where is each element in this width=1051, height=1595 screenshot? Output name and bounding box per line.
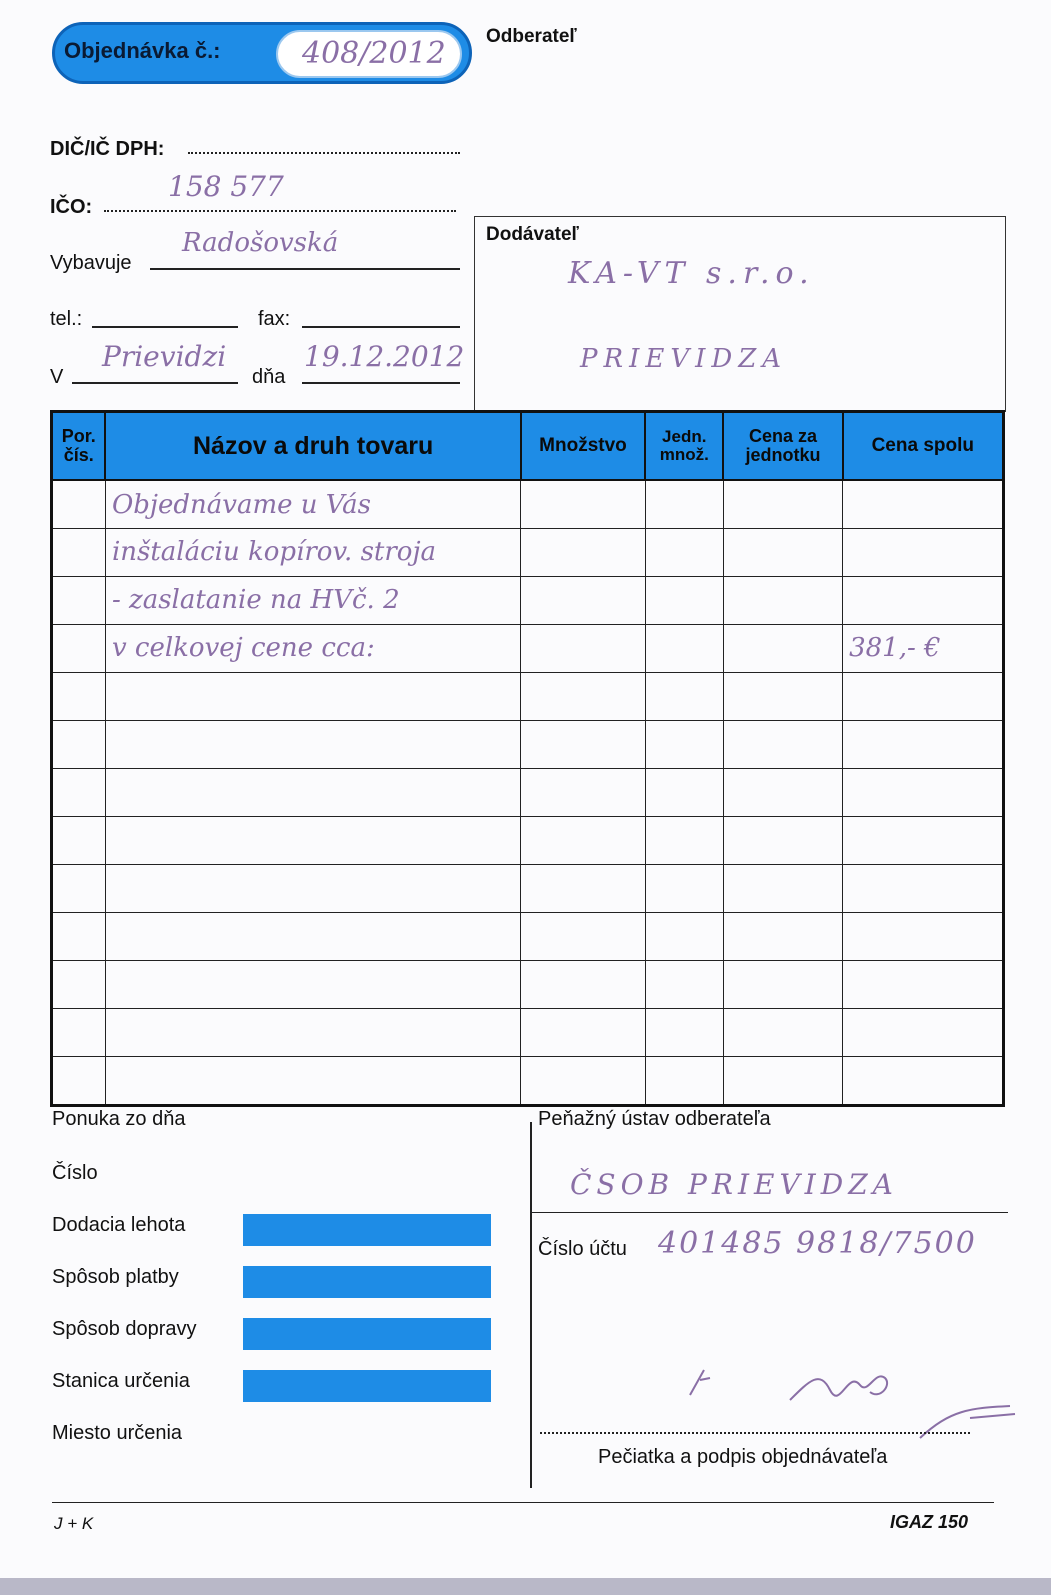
cell-unit-price[interactable] (723, 480, 842, 529)
cell-unit[interactable] (645, 624, 723, 672)
cell-unit[interactable] (645, 480, 723, 529)
cell-total[interactable] (843, 1056, 1004, 1105)
cell-no[interactable] (52, 672, 106, 720)
supplier-heading: Dodávateľ (486, 224, 579, 245)
cell-total[interactable]: 381,- € (843, 624, 1004, 672)
table-row (52, 624, 1004, 672)
cell-name[interactable]: Objednávame u Vás (105, 480, 520, 529)
cell-name[interactable] (105, 1008, 520, 1056)
table-row (52, 912, 1004, 960)
cell-unit-price[interactable] (723, 624, 842, 672)
cell-total[interactable] (843, 672, 1004, 720)
table-row (52, 576, 1004, 624)
cell-no[interactable] (52, 912, 106, 960)
vat-id-field[interactable] (188, 148, 460, 154)
cell-unit-price[interactable] (723, 529, 842, 577)
col-header-name: Názov a druh tovaru (105, 412, 520, 481)
section-divider (530, 1122, 532, 1488)
cell-name[interactable] (105, 720, 520, 768)
cell-unit[interactable] (645, 960, 723, 1008)
table-row (52, 480, 1004, 529)
bank-field-line (530, 1212, 1008, 1213)
col-header-no: Por. čís. (52, 412, 106, 481)
transport-method-label: Spôsob dopravy (52, 1318, 197, 1340)
supplier-name: KA-VT s.r.o. (568, 256, 815, 291)
cell-unit[interactable] (645, 816, 723, 864)
vat-id-label: DIČ/IČ DPH: (50, 138, 165, 160)
scan-edge (0, 1578, 1051, 1595)
cell-name[interactable] (105, 768, 520, 816)
cell-unit-price[interactable] (723, 816, 842, 864)
cell-name[interactable]: inštaláciu kopírov. stroja (105, 529, 520, 577)
cell-qty[interactable] (521, 720, 645, 768)
cell-no[interactable] (52, 1056, 106, 1105)
cell-no[interactable] (52, 624, 106, 672)
place-value: Prievidzi (102, 340, 227, 373)
account-label: Číslo účtu (538, 1238, 627, 1260)
cell-name[interactable] (105, 816, 520, 864)
payment-method-label: Spôsob platby (52, 1266, 179, 1288)
cell-unit[interactable] (645, 912, 723, 960)
cell-no[interactable] (52, 960, 106, 1008)
cell-unit-price[interactable] (723, 960, 842, 1008)
col-header-unit: Jedn. množ. (645, 412, 723, 481)
destination-place-label: Miesto určenia (52, 1422, 183, 1444)
cell-unit-price[interactable] (723, 864, 842, 912)
place-field[interactable] (72, 380, 238, 384)
delivery-term-label: Dodacia lehota (52, 1214, 186, 1236)
cell-total[interactable] (843, 912, 1004, 960)
cell-name[interactable] (105, 912, 520, 960)
place-label: V (50, 366, 64, 388)
cell-name[interactable] (105, 960, 520, 1008)
destination-station-field[interactable] (243, 1370, 491, 1402)
handled-by-field[interactable] (150, 266, 460, 270)
signature-field[interactable] (540, 1432, 970, 1434)
cell-qty[interactable] (521, 960, 645, 1008)
footer-publisher: J + K (54, 1514, 94, 1533)
cell-unit[interactable] (645, 672, 723, 720)
table-row (52, 960, 1004, 1008)
table-row (52, 1008, 1004, 1056)
fax-field[interactable] (302, 324, 460, 328)
fax-label: fax: (258, 308, 291, 330)
table-header-row (52, 412, 1004, 481)
cell-qty[interactable] (521, 768, 645, 816)
cell-total[interactable] (843, 576, 1004, 624)
table-row (52, 672, 1004, 720)
table-row (52, 864, 1004, 912)
cell-total[interactable] (843, 720, 1004, 768)
transport-method-field[interactable] (243, 1318, 491, 1350)
cell-unit[interactable] (645, 1008, 723, 1056)
cell-total[interactable] (843, 480, 1004, 529)
table-row (52, 529, 1004, 577)
supplier-city: PRIEVIDZA (580, 344, 788, 374)
bank-label: Peňažný ústav odberateľa (538, 1108, 771, 1130)
cell-name[interactable] (105, 672, 520, 720)
cell-unit[interactable] (645, 768, 723, 816)
col-header-total: Cena spolu (843, 412, 1004, 481)
order-number-label: Objednávka č.: (64, 38, 221, 63)
table-row (52, 816, 1004, 864)
cell-total[interactable] (843, 816, 1004, 864)
table-row (52, 720, 1004, 768)
cell-no[interactable] (52, 864, 106, 912)
ico-label: IČO: (50, 196, 93, 218)
cell-no[interactable] (52, 529, 106, 577)
cell-unit-price[interactable] (723, 576, 842, 624)
footer-rule (52, 1502, 994, 1503)
ico-value: 158 577 (168, 170, 284, 203)
order-items-table (50, 410, 1005, 1107)
cell-qty[interactable] (521, 1008, 645, 1056)
cell-qty[interactable] (521, 576, 645, 624)
cell-no[interactable] (52, 1008, 106, 1056)
cell-qty[interactable] (521, 480, 645, 529)
signature-label: Pečiatka a podpis objednávateľa (598, 1446, 888, 1468)
table-row (52, 1056, 1004, 1105)
payment-method-field[interactable] (243, 1266, 491, 1298)
cell-unit[interactable] (645, 529, 723, 577)
date-value: 19.12.2012 (304, 340, 465, 373)
date-field[interactable] (302, 380, 460, 384)
cell-unit-price[interactable] (723, 672, 842, 720)
cell-unit-price[interactable] (723, 720, 842, 768)
cell-unit-price[interactable] (723, 1056, 842, 1105)
cell-qty[interactable] (521, 864, 645, 912)
cell-unit[interactable] (645, 864, 723, 912)
cell-name[interactable] (105, 1056, 520, 1105)
col-header-unit-price: Cena za jednotku (723, 412, 842, 481)
cell-total[interactable] (843, 1008, 1004, 1056)
cell-no[interactable] (52, 480, 106, 529)
footer-form-code: IGAZ 150 (890, 1512, 969, 1532)
cell-qty[interactable] (521, 672, 645, 720)
cell-total[interactable] (843, 960, 1004, 1008)
cell-qty[interactable] (521, 624, 645, 672)
cell-qty[interactable] (521, 912, 645, 960)
cell-unit[interactable] (645, 720, 723, 768)
handled-by-value: Radošovská (182, 228, 339, 258)
cell-qty[interactable] (521, 1056, 645, 1105)
cell-unit-price[interactable] (723, 1008, 842, 1056)
cell-qty[interactable] (521, 816, 645, 864)
ico-field[interactable] (104, 206, 456, 212)
cell-unit[interactable] (645, 1056, 723, 1105)
date-label: dňa (252, 366, 286, 388)
tel-label: tel.: (50, 308, 83, 330)
cell-unit[interactable] (645, 576, 723, 624)
col-header-qty: Množstvo (521, 412, 645, 481)
cell-unit-price[interactable] (723, 912, 842, 960)
cell-no[interactable] (52, 576, 106, 624)
offer-date-label: Ponuka zo dňa (52, 1108, 186, 1130)
cell-name[interactable]: - zaslatanie na HVč. 2 (105, 576, 520, 624)
cell-name[interactable] (105, 864, 520, 912)
cell-name[interactable]: v celkovej cene cca: (105, 624, 520, 672)
cell-no[interactable] (52, 816, 106, 864)
order-number-value: 408/2012 (302, 36, 446, 71)
cell-total[interactable] (843, 768, 1004, 816)
cell-total[interactable] (843, 529, 1004, 577)
destination-station-label: Stanica určenia (52, 1370, 190, 1392)
table-row (52, 768, 1004, 816)
delivery-term-field[interactable] (243, 1214, 491, 1246)
cell-unit-price[interactable] (723, 768, 842, 816)
cell-total[interactable] (843, 864, 1004, 912)
handled-by-label: Vybavuje (50, 252, 132, 274)
bank-value: ČSOB PRIEVIDZA (570, 1168, 898, 1201)
customer-heading: Odberateľ (486, 26, 577, 47)
cell-no[interactable] (52, 720, 106, 768)
account-value: 401485 9818/7500 (658, 1226, 977, 1261)
cell-no[interactable] (52, 768, 106, 816)
tel-field[interactable] (92, 324, 238, 328)
number-label: Číslo (52, 1162, 98, 1184)
cell-qty[interactable] (521, 529, 645, 577)
